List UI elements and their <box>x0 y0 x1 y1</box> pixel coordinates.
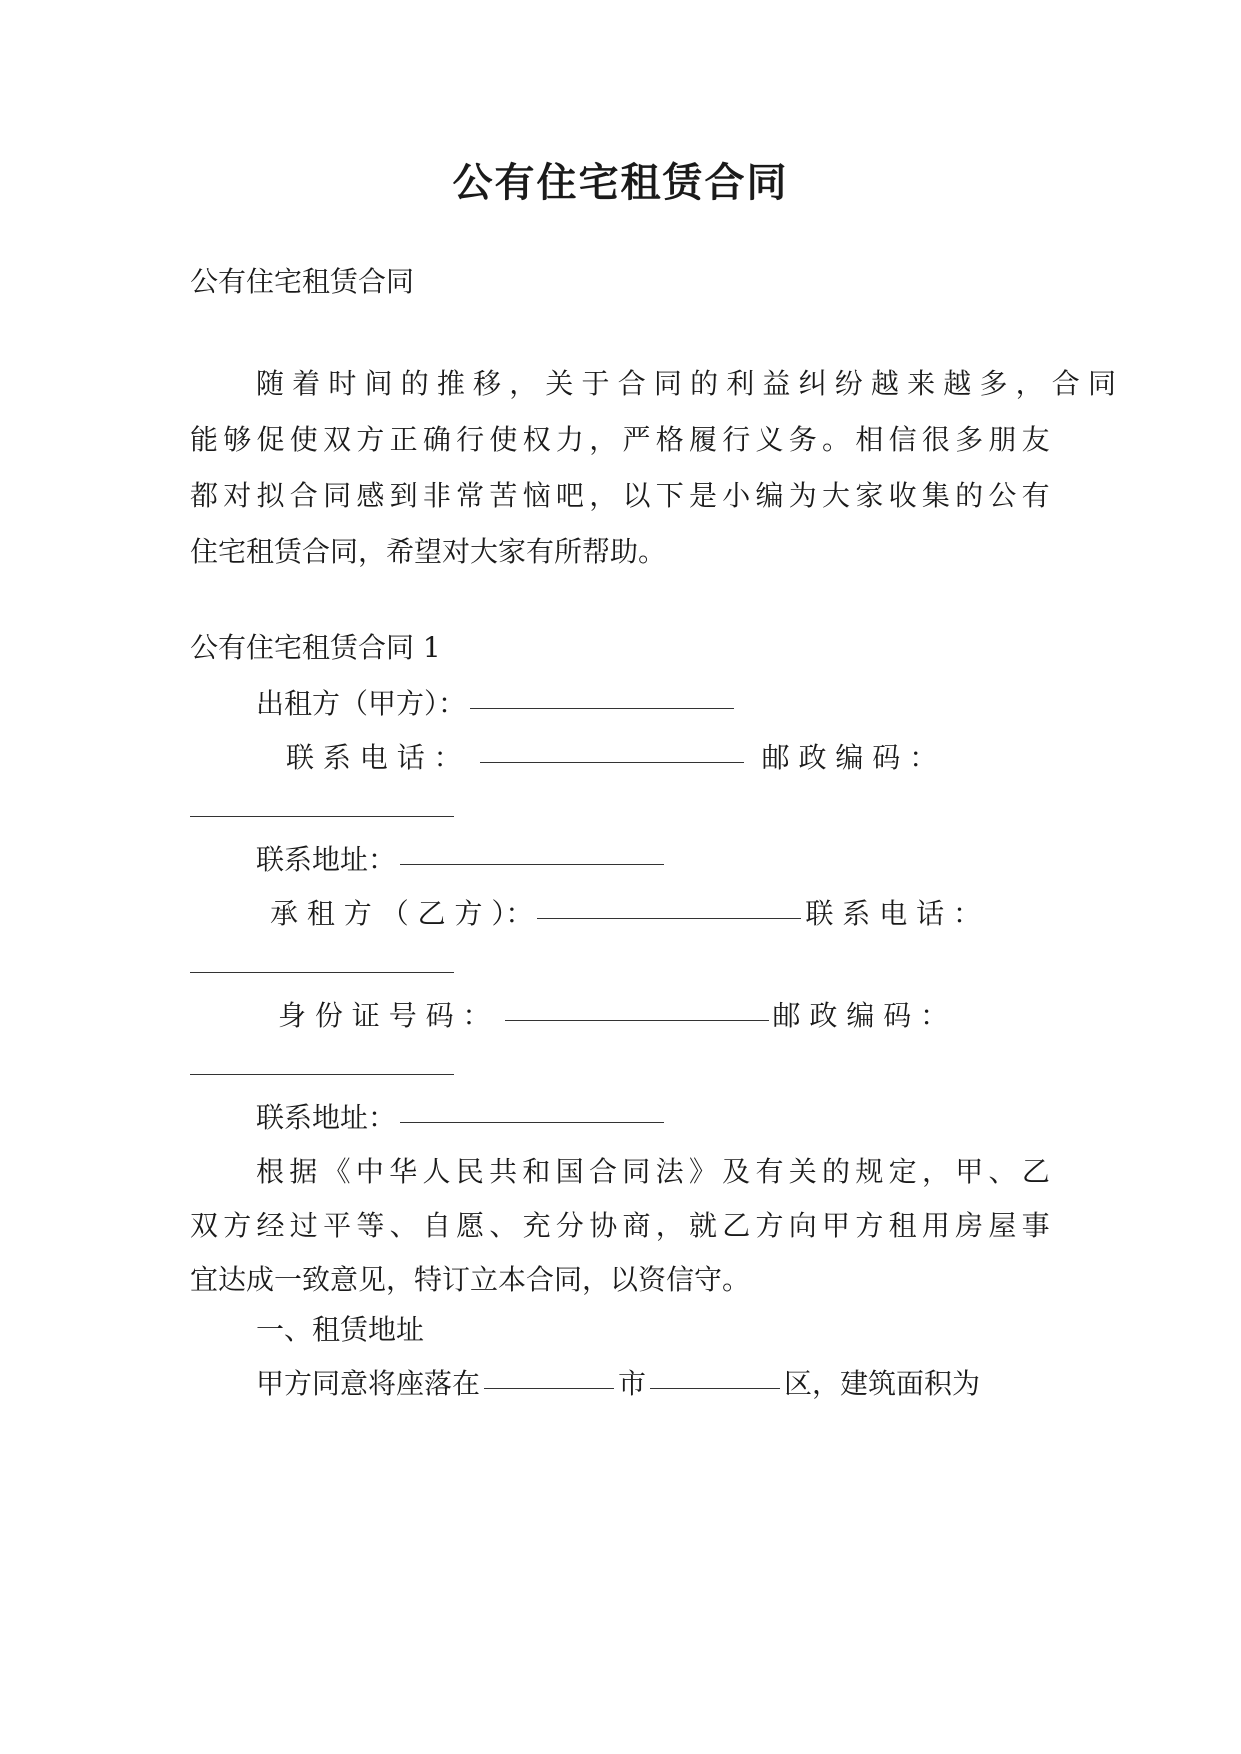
lessor-postcode-blank <box>190 815 454 817</box>
lessee-address-label: 联系地址： <box>256 1101 397 1134</box>
basis-line-1: 根 据 《 中 华 人 民 共 和 国 合 同 法 》 及 有 关 的 规 定 ， 甲 、 乙 <box>256 1155 1050 1188</box>
article1-part2: 市 <box>618 1367 647 1400</box>
lessee-label: 承 租 方 （ 乙 方 ）： <box>270 897 534 930</box>
lessor-postcode-blank-row <box>190 792 1050 832</box>
document-subtitle: 公有住宅租赁合同 <box>190 265 415 298</box>
lessee-id-blank <box>505 1019 769 1021</box>
lessee-row <box>190 894 1050 934</box>
lessor-phone-label: 联 系 电 话 ： <box>286 741 462 774</box>
section-heading: 公有住宅租赁合同 1 <box>190 631 441 664</box>
article1-part3: 区，建筑面积为 <box>784 1367 981 1400</box>
city-blank <box>484 1387 614 1389</box>
article1-heading: 一、租赁地址 <box>256 1313 425 1346</box>
intro-line-1: 随 着 时 间 的 推 移 ， 关 于 合 同 的 利 益 纠 纷 越 来 越 多 ， 合 同 <box>256 367 1116 400</box>
lessee-postcode-blank-row <box>190 1050 1050 1090</box>
lessee-id-row <box>190 996 1050 1036</box>
intro-line-3: 都 对 拟 合 同 感 到 非 常 苦 恼 吧 ， 以 下 是 小 编 为 大 家 收 集 的 公 有 <box>190 479 1050 512</box>
lessee-phone-blank-row <box>190 948 1050 988</box>
basis-line-3: 宜达成一致意见，特订立本合同，以资信守。 <box>190 1263 751 1296</box>
lessee-address-row <box>190 1098 1116 1138</box>
article1-text <box>190 1364 1116 1404</box>
lessor-postcode-label: 邮 政 编 码 ： <box>761 741 938 774</box>
intro-line-2: 能 够 促 使 双 方 正 确 行 使 权 力 ， 严 格 履 行 义 务 。 相 信 很 多 朋 友 <box>190 423 1050 456</box>
lessee-phone-label: 联 系 电 话 ： <box>805 897 982 930</box>
lessor-phone-blank <box>480 761 744 763</box>
lessor-row <box>190 684 1116 724</box>
lessee-blank <box>537 917 801 919</box>
basis-line-2: 双 方 经 过 平 等 、 自 愿 、 充 分 协 商 ， 就 乙 方 向 甲 方 租 用 房 屋 事 <box>190 1209 1050 1242</box>
intro-line-4: 住宅租赁合同，希望对大家有所帮助。 <box>190 535 667 568</box>
article1-part1: 甲方同意将座落在 <box>256 1367 481 1400</box>
lessor-label: 出租方（甲方）： <box>256 687 467 720</box>
lessor-address-label: 联系地址： <box>256 843 397 876</box>
lessee-address-blank <box>400 1121 664 1123</box>
district-blank <box>650 1387 780 1389</box>
lessee-phone-blank <box>190 971 454 973</box>
lessor-blank <box>470 707 734 709</box>
lessor-address-row <box>190 840 1116 880</box>
lessor-phone-row <box>190 738 1050 778</box>
lessee-postcode-blank <box>190 1073 454 1075</box>
document-title: 公有住宅租赁合同 <box>452 160 789 206</box>
lessee-postcode-label: 邮 政 编 码 ： <box>772 999 949 1032</box>
lessor-address-blank <box>400 863 664 865</box>
lessee-id-label: 身 份 证 号 码 ： <box>278 999 491 1032</box>
